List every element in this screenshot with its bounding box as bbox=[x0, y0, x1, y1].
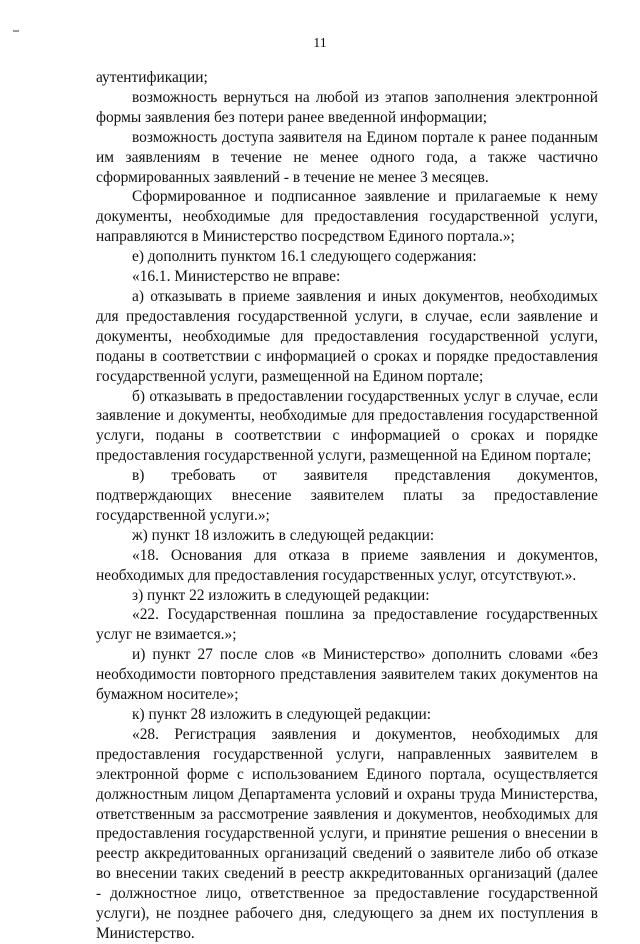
paragraph-6: «16.1. Министерство не вправе: bbox=[132, 268, 341, 286]
paragraph-1: аутентификации; bbox=[96, 69, 208, 86]
paragraph-16: «28. Регистрация заявления и документов, необходимых для предоставления государственной услуги, направленных заявителем в электронной форме с использованием Единого портала, осуществляется должностным лицом Департамента условий и охраны труда Министерства, ответственным за рассмотрение заявления и документов, необходимых для предоставления государственной услуги, и принятие решения о внесении в реестр аккредитованных организаций сведений о заявителе либо об отказе во внесении таких сведений в реестр аккредитованных организаций (далее - должностное лицо, ответственное за предоставление государственной услуги), не позднее рабочего дня, следующего за днем их поступления в Министерство. bbox=[96, 725, 598, 942]
paragraph-3: возможность доступа заявителя на Едином портале к ранее поданным им заявлениям в течение не менее одного года, а также частично сформированных заявлений - в течение не менее 3 месяцев. bbox=[96, 128, 598, 186]
paragraph-8: б) отказывать в предоставлении государственных услуг в случае, если заявление и документы, необходимые для предоставления государственной услуги, поданы в соответствии с информацией о сроках и порядке предоставления государственной услуги, размещенной на Едином портале; bbox=[96, 387, 598, 465]
paragraph-2: возможность вернуться на любой из этапов заполнения электронной формы заявления без потери ранее введенной информации; bbox=[96, 88, 598, 126]
document-body bbox=[96, 68, 598, 944]
page-number: 11 bbox=[313, 36, 327, 51]
paragraph-12: з) пункт 22 изложить в следующей редакции: bbox=[132, 586, 430, 604]
paragraph-14: и) пункт 27 после слов «в Министерство» дополнить словами «без необходимости повторного представления заявителем таких документов на бумажном носителе»; bbox=[96, 646, 598, 704]
paragraph-15: к) пункт 28 изложить в следующей редакции: bbox=[132, 706, 431, 723]
scan-artifact-mark bbox=[13, 30, 19, 32]
paragraph-10: ж) пункт 18 изложить в следующей редакции: bbox=[132, 526, 435, 544]
paragraph-4: Сформированное и подписанное заявление и прилагаемые к нему документы, необходимые для предоставления государственной услуги, направляются в Министерство посредством Единого портала.»; bbox=[96, 188, 598, 246]
paragraph-11: «18. Основания для отказа в приеме заявления и документов, необходимых для предоставления государственных услуг, отсутствуют.». bbox=[96, 546, 598, 584]
paragraph-13: «22. Государственная пошлина за предоставление государственных услуг не взимается.»; bbox=[96, 606, 598, 644]
paragraph-7: а) отказывать в приеме заявления и иных документов, необходимых для предоставления государственной услуги, в случае, если заявление и документы, необходимые для предоставления государственной услуги, поданы в соответствии с информацией о сроках и порядке предоставления государственной услуги, размещенной на Едином портале; bbox=[96, 287, 598, 385]
paragraph-9: в) требовать от заявителя представления документов, подтверждающих внесение заявителем платы за предоставление государственной услуги.»; bbox=[96, 467, 598, 524]
paragraph-5: е) дополнить пунктом 16.1 следующего содержания: bbox=[132, 248, 477, 266]
